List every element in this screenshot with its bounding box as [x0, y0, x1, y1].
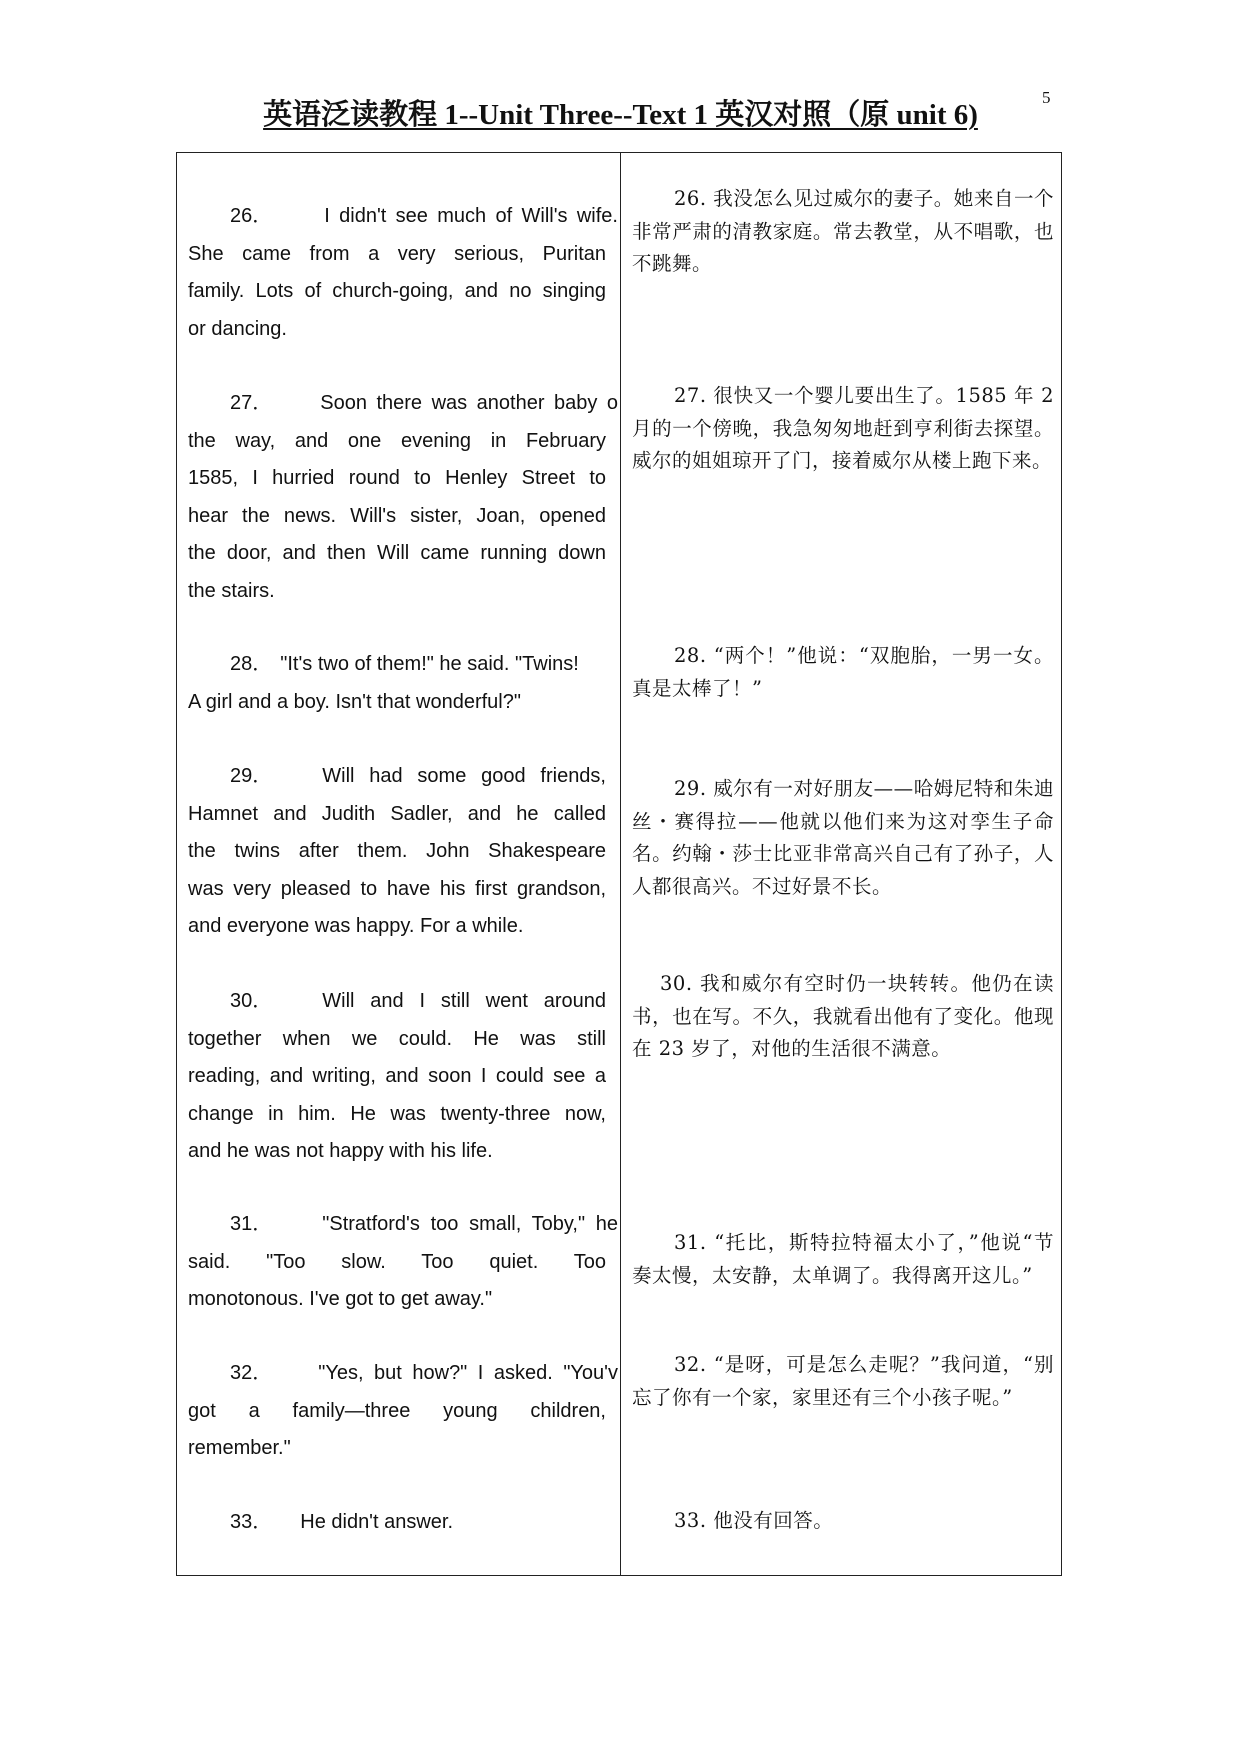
english-paragraph-30 — [188, 983, 606, 1171]
chinese-paragraph-30: 30. 我和威尔有空时仍一块转转。他仍在读书，也在写。不久，我就看出他有了变化。他现在 23 岁了，对他的生活很不满意。 — [632, 972, 1054, 1060]
paragraph-number: 26． — [230, 205, 273, 227]
english-line: the way, and one evening in February — [188, 429, 606, 452]
english-line-text: He didn't answer. — [300, 1511, 454, 1533]
chinese-paragraph-27: 27. 很快又一个婴儿要出生了。1585 年 2 月的一个傍晚，我急匆匆地赶到亨利街去探望。威尔的姐姐琼开了门，接着威尔从楼上跑下来。 — [632, 384, 1054, 472]
paragraph-number: 33． — [230, 1511, 273, 1533]
english-line: got a family—three young children, — [188, 1399, 606, 1422]
english-line: hear the news. Will's sister, Joan, opened — [188, 504, 606, 527]
page-number: 5 — [1042, 88, 1051, 107]
english-line-text: "It's two of them!" he said. "Twins! — [280, 653, 579, 675]
english-paragraph-33 — [188, 1504, 606, 1542]
chinese-paragraph-32: 32. “是呀，可是怎么走呢？”我问道，“别忘了你有一个家，家里还有三个小孩子呢。” — [632, 1353, 1054, 1409]
paragraph-number: 31． — [230, 1213, 273, 1235]
english-line: the stairs. — [188, 579, 275, 602]
english-line: A girl and a boy. Isn't that wonderful?" — [188, 690, 521, 713]
paragraph-number: 28． — [230, 653, 273, 675]
english-line — [188, 646, 606, 684]
english-line: She came from a very serious, Puritan — [188, 242, 606, 265]
paragraph-number: 32． — [230, 1362, 273, 1384]
english-line-text: Soon there was another baby o — [320, 392, 618, 414]
bilingual-text-table — [176, 152, 1062, 1576]
english-paragraph-32 — [188, 1355, 618, 1468]
paragraph-number: 30． — [230, 990, 273, 1012]
paragraph-number: 27． — [230, 392, 273, 414]
english-paragraph-29 — [188, 758, 606, 946]
english-line: the door, and then Will came running down — [188, 542, 606, 564]
english-line-text: "Yes, but how?" I asked. "You'v — [318, 1362, 618, 1384]
english-line: said. "Too slow. Too quiet. Too — [188, 1250, 606, 1273]
english-line — [188, 1206, 618, 1244]
english-line: and everyone was happy. For a while. — [188, 915, 524, 937]
chinese-paragraph-33: 33. 他没有回答。 — [674, 1509, 834, 1532]
english-line: the twins after them. John Shakespeare — [188, 840, 606, 862]
english-line: reading, and writing, and soon I could see a — [188, 1065, 606, 1087]
english-line — [188, 385, 618, 423]
chinese-paragraph-31: 31. “托比，斯特拉特福太小了，”他说“节奏太慢，太安静，太单调了。我得离开这儿。” — [632, 1231, 1054, 1287]
english-line: was very pleased to have his first grandson, — [188, 877, 606, 900]
english-line: or dancing. — [188, 317, 287, 340]
english-line: change in him. He was twenty-three now, — [188, 1102, 606, 1125]
english-line-text: "Stratford's too small, Toby," he — [322, 1213, 618, 1235]
english-line — [188, 1504, 606, 1542]
column-divider — [620, 153, 621, 1575]
chinese-paragraph-29: 29. 威尔有一对好朋友——哈姆尼特和朱迪丝・赛得拉——他就以他们来为这对孪生子命名。约翰・莎士比亚非常高兴自己有了孙子，人人都很高兴。不过好景不长。 — [632, 777, 1054, 898]
english-line: remember." — [188, 1437, 291, 1459]
english-line: and he was not happy with his life. — [188, 1140, 493, 1162]
english-line: Hamnet and Judith Sadler, and he called — [188, 802, 606, 825]
english-paragraph-26 — [188, 198, 618, 348]
english-paragraph-28 — [188, 646, 606, 721]
english-line: together when we could. He was still — [188, 1027, 606, 1050]
document-title-text: 英语泛读教程 1--Unit Three--Text 1 英汉对照（原 unit 6) — [263, 99, 978, 131]
english-paragraph-31 — [188, 1206, 618, 1319]
english-line-text: Will and I still went around — [322, 990, 606, 1012]
chinese-paragraph-28: 28. “两个！”他说：“双胞胎，一男一女。真是太棒了！” — [632, 644, 1054, 700]
english-line: family. Lots of church-going, and no singing — [188, 280, 606, 302]
english-line-text: Will had some good friends, — [322, 765, 606, 787]
english-line: monotonous. I've got to get away." — [188, 1288, 493, 1310]
english-line-text: I didn't see much of Will's wife. — [324, 205, 618, 227]
chinese-paragraph-26: 26. 我没怎么见过威尔的妻子。她来自一个非常严肃的清教家庭。常去教堂，从不唱歌，也不跳舞。 — [632, 187, 1054, 275]
english-line — [188, 758, 606, 796]
english-line: 1585, I hurried round to Henley Street to — [188, 467, 606, 489]
english-line — [188, 1355, 618, 1393]
english-line — [188, 983, 606, 1021]
document-title — [0, 92, 1241, 133]
english-line — [188, 198, 618, 236]
paragraph-number: 29． — [230, 765, 273, 787]
english-paragraph-27 — [188, 385, 618, 610]
